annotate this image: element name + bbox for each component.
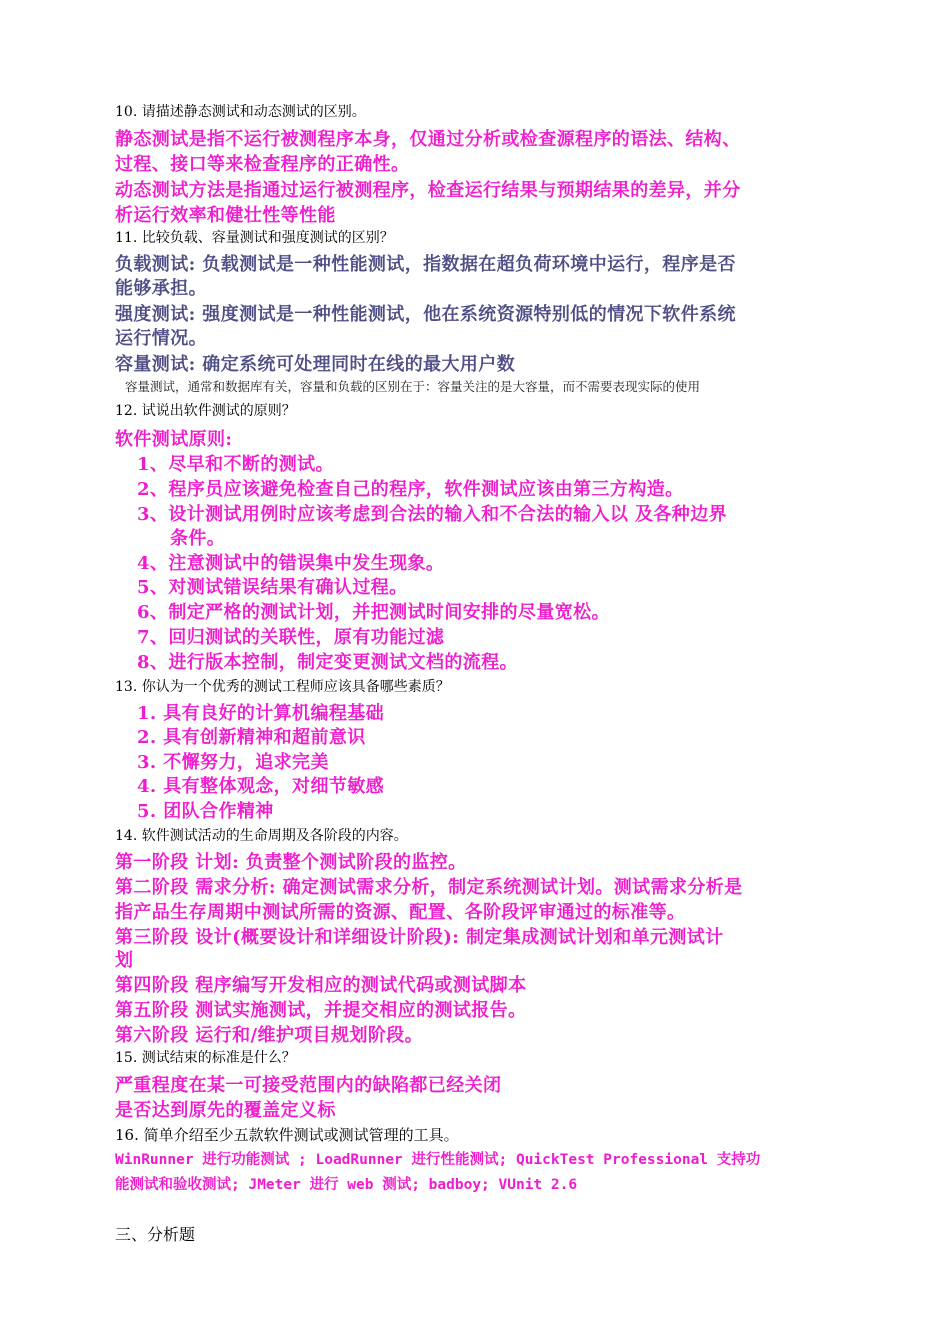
principle-item: 7、回归测试的关联性，原有功能过滤 — [137, 627, 445, 648]
lifecycle-line: 第六阶段 运行和/维护项目规划阶段。 — [115, 1025, 424, 1046]
principle-item: 4、注意测试中的错误集中发生现象。 — [137, 553, 445, 574]
principles-heading: 软件测试原则: — [115, 429, 233, 450]
principle-item-continued: 条件。 — [170, 528, 226, 549]
answer-11-line-3: 强度测试: 强度测试是一种性能测试，他在系统资源特别低的情况下软件系统 — [115, 304, 736, 325]
quality-item: 5. 团队合作精神 — [137, 801, 274, 822]
principle-item: 6、制定严格的测试计划，并把测试时间安排的尽量宽松。 — [137, 602, 610, 623]
lifecycle-line: 指产品生存周期中测试所需的资源、配置、各阶段评审通过的标准等。 — [115, 902, 686, 923]
principle-item: 1、尽早和不断的测试。 — [137, 454, 334, 475]
question-13: 13. 你认为一个优秀的测试工程师应该具备哪些素质？ — [115, 679, 450, 695]
principle-item: 2、程序员应该避免检查自己的程序，软件测试应该由第三方构造。 — [137, 479, 684, 500]
lifecycle-line: 第四阶段 程序编写开发相应的测试代码或测试脚本 — [115, 975, 527, 996]
answer-11-note: 容量测试，通常和数据库有关，容量和负载的区别在于：容量关注的是大容量，而不需要表现实际的使用 — [125, 379, 701, 394]
answer-10-line-2: 过程、接口等来检查程序的正确性。 — [115, 154, 410, 175]
quality-item: 1. 具有良好的计算机编程基础 — [137, 703, 385, 724]
lifecycle-line: 第五阶段 测试实施测试，并提交相应的测试报告。 — [115, 1000, 527, 1021]
answer-16-line-2: 能测试和验收测试; JMeter 进行 web 测试; badboy; VUnit 2.6 — [115, 1177, 578, 1193]
principle-item: 8、进行版本控制，制定变更测试文档的流程。 — [137, 652, 518, 673]
answer-11-line-5: 容量测试: 确定系统可处理同时在线的最大用户数 — [115, 354, 516, 375]
lifecycle-line: 划 — [115, 950, 134, 971]
question-12: 12. 试说出软件测试的原则？ — [115, 403, 296, 419]
question-14: 14. 软件测试活动的生命周期及各阶段的内容。 — [115, 828, 408, 844]
answer-15-line-1: 严重程度在某一可接受范围内的缺陷都已经关闭 — [115, 1075, 502, 1096]
lifecycle-line: 第二阶段 需求分析: 确定测试需求分析，制定系统测试计划。测试需求分析是 — [115, 877, 743, 898]
answer-15-line-2: 是否达到原先的覆盖定义标 — [115, 1100, 336, 1121]
question-15: 15. 测试结束的标准是什么？ — [115, 1050, 296, 1066]
answer-11-line-1: 负载测试: 负载测试是一种性能测试，指数据在超负荷环境中运行，程序是否 — [115, 254, 736, 275]
section-heading: 三、分析题 — [115, 1225, 196, 1244]
question-10: 10. 请描述静态测试和动态测试的区别。 — [115, 104, 366, 120]
answer-11-line-2: 能够承担。 — [115, 278, 207, 299]
quality-item: 3. 不懈努力，追求完美 — [137, 752, 329, 773]
quality-item: 2. 具有创新精神和超前意识 — [137, 727, 366, 748]
lifecycle-line: 第一阶段 计划: 负责整个测试阶段的监控。 — [115, 852, 467, 873]
lifecycle-line: 第三阶段 设计(概要设计和详细设计阶段): 制定集成测试计划和单元测试计 — [115, 927, 724, 948]
principle-item: 3、设计测试用例时应该考虑到合法的输入和不合法的输入以 及各种边界 — [137, 504, 727, 525]
answer-10-line-4: 析运行效率和健壮性等性能 — [115, 205, 336, 226]
answer-10-line-3: 动态测试方法是指通过运行被测程序，检查运行结果与预期结果的差异，并分 — [115, 180, 741, 201]
quality-item: 4. 具有整体观念，对细节敏感 — [137, 776, 385, 797]
answer-16-line-1: WinRunner 进行功能测试 ; LoadRunner 进行性能测试; QuickTest Professional 支持功 — [115, 1152, 761, 1168]
principle-item: 5、对测试错误结果有确认过程。 — [137, 577, 408, 598]
question-11: 11. 比较负载、容量测试和强度测试的区别？ — [115, 230, 394, 246]
answer-10-line-1: 静态测试是指不运行被测程序本身，仅通过分析或检查源程序的语法、结构、 — [115, 129, 741, 150]
question-16: 16. 简单介绍至少五款软件测试或测试管理的工具。 — [115, 1126, 459, 1144]
answer-11-line-4: 运行情况。 — [115, 328, 207, 349]
